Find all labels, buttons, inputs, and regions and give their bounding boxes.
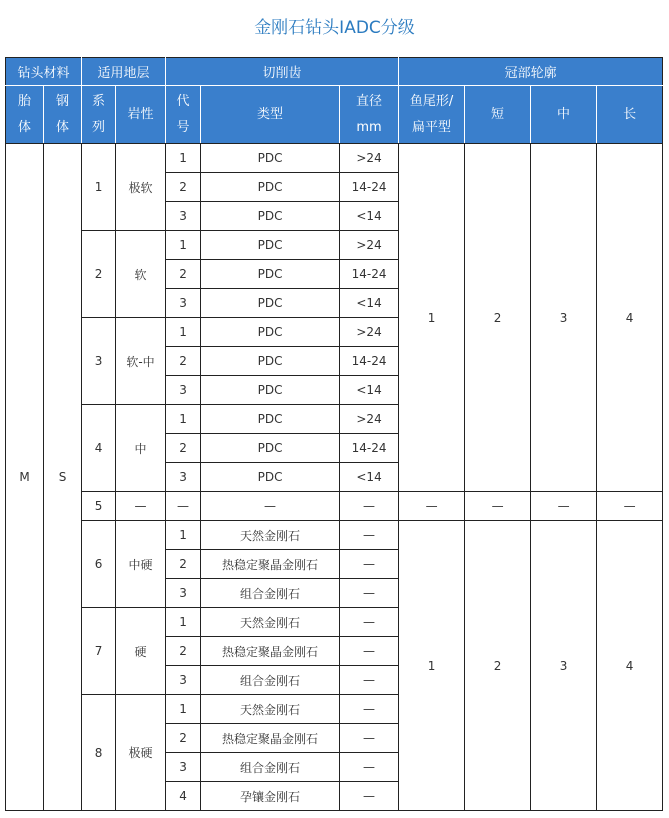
- type-cell: 天然金刚石: [201, 608, 340, 637]
- crown-short-upper: 2: [465, 144, 531, 492]
- code-cell: 2: [166, 434, 201, 463]
- header-crown: 冠部轮廓: [399, 58, 663, 86]
- code-cell: 2: [166, 347, 201, 376]
- header-steel-b: 体: [56, 119, 70, 135]
- header-strata: 适用地层: [82, 58, 166, 86]
- series-cell: 3: [82, 318, 116, 405]
- header-fish-b: 扁平型: [412, 119, 452, 135]
- diameter-cell: —: [340, 492, 399, 521]
- header-code-b: 号: [176, 119, 190, 135]
- type-cell: 组合金刚石: [201, 579, 340, 608]
- diameter-cell: —: [340, 521, 399, 550]
- header-bit-material: 钻头材料: [6, 58, 82, 86]
- header-cutter: 切削齿: [166, 58, 399, 86]
- rock-cell: 软: [116, 231, 166, 318]
- crown-mid-lower: 3: [531, 521, 597, 811]
- code-cell: —: [166, 492, 201, 521]
- diameter-cell: —: [340, 782, 399, 811]
- table-row: [6, 492, 663, 521]
- rock-cell: 极软: [116, 144, 166, 231]
- crown-long-upper: 4: [597, 144, 663, 492]
- header-matrix-b: 体: [17, 119, 31, 135]
- type-cell: PDC: [201, 173, 340, 202]
- mid-cell: —: [531, 492, 597, 521]
- series-cell: 8: [82, 695, 116, 811]
- iadc-table: [5, 57, 663, 811]
- code-cell: 2: [166, 637, 201, 666]
- code-cell: 3: [166, 463, 201, 492]
- type-cell: 热稳定聚晶金刚石: [201, 550, 340, 579]
- type-cell: —: [201, 492, 340, 521]
- diameter-cell: >24: [340, 405, 399, 434]
- code-cell: 1: [166, 608, 201, 637]
- header-type: 类型: [201, 86, 340, 144]
- code-cell: 1: [166, 318, 201, 347]
- table-row: [6, 521, 663, 550]
- code-cell: 3: [166, 202, 201, 231]
- code-cell: 2: [166, 260, 201, 289]
- diameter-cell: <14: [340, 376, 399, 405]
- type-cell: 组合金刚石: [201, 666, 340, 695]
- diameter-cell: >24: [340, 318, 399, 347]
- steel-cell: S: [44, 144, 82, 811]
- diameter-cell: —: [340, 695, 399, 724]
- type-cell: PDC: [201, 405, 340, 434]
- series-cell: 2: [82, 231, 116, 318]
- code-cell: 2: [166, 724, 201, 753]
- type-cell: PDC: [201, 376, 340, 405]
- type-cell: PDC: [201, 144, 340, 173]
- rock-cell: 软-中: [116, 318, 166, 405]
- header-series-b: 列: [92, 119, 106, 135]
- header-fish-a: 鱼尾形/: [409, 93, 454, 109]
- header-rock: 岩性: [116, 86, 166, 144]
- header-series: [82, 86, 116, 144]
- type-cell: 热稳定聚晶金刚石: [201, 637, 340, 666]
- header-dia-a: 直径: [356, 93, 383, 109]
- code-cell: 2: [166, 550, 201, 579]
- diameter-cell: —: [340, 608, 399, 637]
- code-cell: 1: [166, 144, 201, 173]
- diameter-cell: >24: [340, 144, 399, 173]
- diameter-cell: <14: [340, 463, 399, 492]
- type-cell: 热稳定聚晶金刚石: [201, 724, 340, 753]
- diameter-cell: —: [340, 724, 399, 753]
- code-cell: 3: [166, 753, 201, 782]
- diameter-cell: 14-24: [340, 347, 399, 376]
- series-cell: 5: [82, 492, 116, 521]
- rock-cell: 中: [116, 405, 166, 492]
- diameter-cell: 14-24: [340, 173, 399, 202]
- table-body: [6, 58, 663, 811]
- type-cell: PDC: [201, 202, 340, 231]
- crown-fishtail-lower: 1: [399, 521, 465, 811]
- diameter-cell: —: [340, 579, 399, 608]
- type-cell: PDC: [201, 318, 340, 347]
- code-cell: 4: [166, 782, 201, 811]
- header-series-a: 系: [92, 93, 106, 109]
- header-code-a: 代: [176, 93, 190, 109]
- diameter-cell: —: [340, 666, 399, 695]
- type-cell: PDC: [201, 463, 340, 492]
- code-cell: 1: [166, 521, 201, 550]
- code-cell: 3: [166, 289, 201, 318]
- code-cell: 1: [166, 231, 201, 260]
- header-code: [166, 86, 201, 144]
- code-cell: 1: [166, 695, 201, 724]
- type-cell: 天然金刚石: [201, 521, 340, 550]
- type-cell: PDC: [201, 434, 340, 463]
- code-cell: 3: [166, 376, 201, 405]
- fishtail-cell: —: [399, 492, 465, 521]
- header-short: 短: [465, 86, 531, 144]
- crown-long-lower: 4: [597, 521, 663, 811]
- type-cell: PDC: [201, 260, 340, 289]
- diameter-cell: —: [340, 753, 399, 782]
- header-steel-a: 钢: [56, 93, 70, 109]
- diameter-cell: <14: [340, 202, 399, 231]
- table-row: [6, 144, 663, 173]
- header-long: 长: [597, 86, 663, 144]
- header-row-1: [6, 58, 663, 86]
- short-cell: —: [465, 492, 531, 521]
- type-cell: PDC: [201, 347, 340, 376]
- header-steel: [44, 86, 82, 144]
- diameter-cell: >24: [340, 231, 399, 260]
- page-title: 金刚石钻头IADC分级: [254, 18, 415, 38]
- header-dia-b: mm: [356, 119, 382, 135]
- header-matrix: [6, 86, 44, 144]
- rock-cell: 极硬: [116, 695, 166, 811]
- diameter-cell: —: [340, 550, 399, 579]
- series-cell: 1: [82, 144, 116, 231]
- type-cell: PDC: [201, 231, 340, 260]
- rock-cell: 中硬: [116, 521, 166, 608]
- header-fishtail: [399, 86, 465, 144]
- header-mid: 中: [531, 86, 597, 144]
- code-cell: 3: [166, 579, 201, 608]
- diameter-cell: 14-24: [340, 434, 399, 463]
- diameter-cell: <14: [340, 289, 399, 318]
- crown-fishtail-upper: 1: [399, 144, 465, 492]
- type-cell: 孕镶金刚石: [201, 782, 340, 811]
- code-cell: 2: [166, 173, 201, 202]
- diameter-cell: 14-24: [340, 260, 399, 289]
- type-cell: 组合金刚石: [201, 753, 340, 782]
- crown-mid-upper: 3: [531, 144, 597, 492]
- series-cell: 4: [82, 405, 116, 492]
- series-cell: 6: [82, 521, 116, 608]
- crown-short-lower: 2: [465, 521, 531, 811]
- rock-cell: —: [116, 492, 166, 521]
- code-cell: 3: [166, 666, 201, 695]
- header-diameter: [340, 86, 399, 144]
- header-row-2: [6, 86, 663, 144]
- code-cell: 1: [166, 405, 201, 434]
- type-cell: 天然金刚石: [201, 695, 340, 724]
- diameter-cell: —: [340, 637, 399, 666]
- series-cell: 7: [82, 608, 116, 695]
- type-cell: PDC: [201, 289, 340, 318]
- rock-cell: 硬: [116, 608, 166, 695]
- header-matrix-a: 胎: [17, 93, 31, 109]
- long-cell: —: [597, 492, 663, 521]
- matrix-cell: M: [6, 144, 44, 811]
